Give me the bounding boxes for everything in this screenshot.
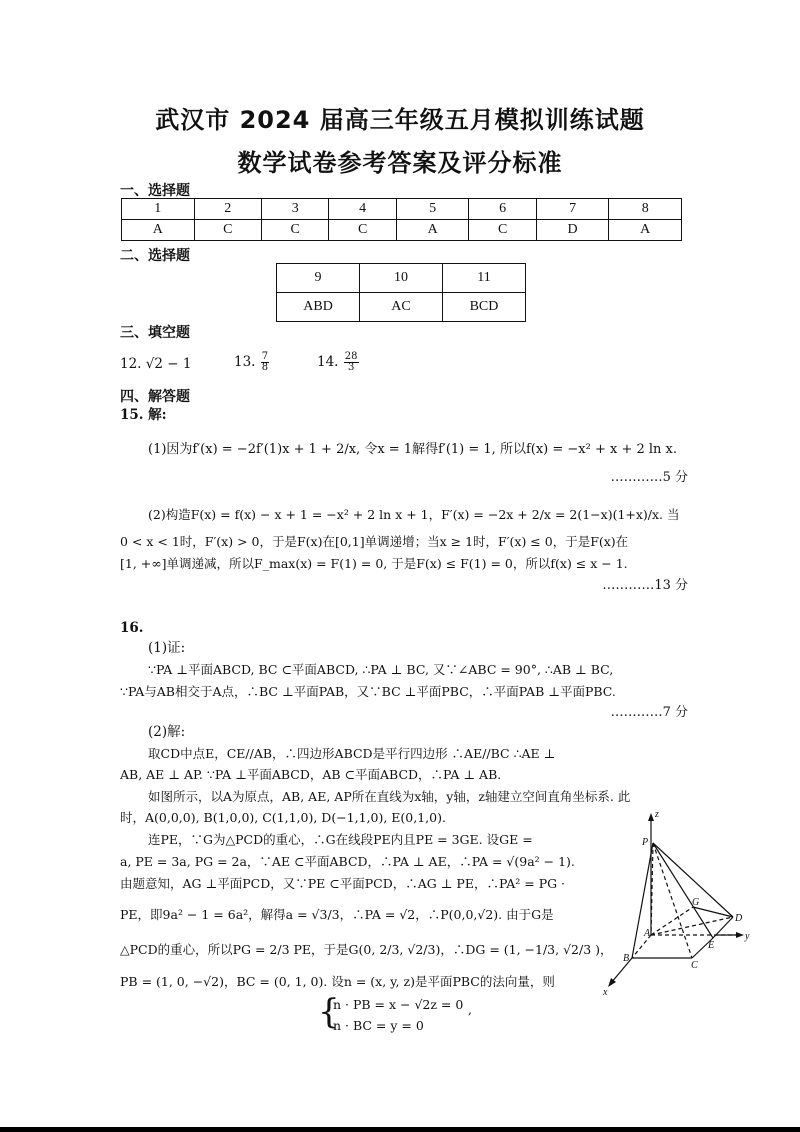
answer-cell: BCD <box>442 293 525 322</box>
fraction: $\frac{28}{3}$ <box>344 351 358 373</box>
q15-part2-score: …………13 分 <box>602 578 688 593</box>
q16-part2-line: a, PE = 3a, PG = 2a，∵AE ⊂平面ABCD，∴PA ⊥ AE，∴PA = √(9a² − 1). <box>120 854 575 869</box>
q16-part1-label: (1)证: <box>148 640 186 656</box>
page-bottom-border <box>0 1127 800 1132</box>
figure-label: B <box>623 953 630 964</box>
figure-label: D <box>735 913 743 924</box>
answer-value: √2 − 1 <box>145 356 192 372</box>
q16-part2-label: (2)解: <box>148 724 186 740</box>
q15-part2-line2: 0 < x < 1时，F′(x) > 0，于是F(x)在[0,1]单调递增；当x ≥ 1时，F′(x) ≤ 0，于是F(x)在 <box>120 534 629 549</box>
figure-label: C <box>691 960 698 971</box>
q16-part2-line: PB = (1, 0, −√2)，BC = (0, 1, 0). 设n = (x, y, z)是平面PBC的法向量，则 <box>120 974 555 989</box>
question-cell: 2 <box>194 199 261 220</box>
question-cell: 4 <box>329 199 396 220</box>
system-brace: { <box>318 992 340 1032</box>
q16-part2-line: AB, AE ⊥ AP. ∵PA ⊥平面ABCD，AB ⊂平面ABCD，∴PA ⊥ AB. <box>120 767 502 782</box>
answer-cell: AC <box>360 293 443 322</box>
q15-label: 15. 解: <box>120 407 167 423</box>
system-equation-2: n · BC = y = 0 <box>333 1018 424 1033</box>
question-number: 14. <box>317 354 339 370</box>
section1-heading: 一、选择题 <box>120 183 190 199</box>
fill-answer-12 <box>120 354 191 374</box>
document-title: 武汉市 2024 届高三年级五月模拟训练试题 <box>155 106 645 134</box>
answer-row <box>277 293 526 322</box>
system-comma: , <box>468 1002 472 1017</box>
figure-label: E <box>708 940 715 951</box>
section2-answer-table <box>276 263 526 322</box>
fill-answer-14 <box>317 352 360 373</box>
answer-cell: C <box>261 220 328 241</box>
question-cell: 3 <box>261 199 328 220</box>
question-cell: 9 <box>277 264 360 293</box>
q15-part2-line1: (2)构造F(x) = f(x) − x + 1 = −x² + 2 ln x + 1，F′(x) = −2x + 2/x = 2(1−x)(1+x)/x. 当 <box>148 507 680 522</box>
question-number: 12. <box>120 356 142 372</box>
question-cell: 10 <box>360 264 443 293</box>
question-cell: 7 <box>536 199 609 220</box>
answer-cell: A <box>609 220 682 241</box>
figure-label: z <box>655 809 659 820</box>
document-subtitle: 数学试卷参考答案及评分标准 <box>237 149 563 177</box>
q16-part2-line: 由题意知，AG ⊥平面PCD，又∵PE ⊂平面PCD，∴AG ⊥ PE，∴PA² = PG · <box>120 876 566 891</box>
answer-cell: C <box>329 220 396 241</box>
q16-label: 16. <box>120 620 144 636</box>
figure-label: P <box>642 837 649 848</box>
q15-part1: (1)因为f′(x) = −2f′(1)x + 1 + 2/x, 令x = 1解得f′(1) = 1, 所以f(x) = −x² + x + 2 ln x. <box>148 442 678 457</box>
question-number-row <box>277 264 526 293</box>
q16-part2-line: △PCD的重心，所以PG = 2/3 PE，于是G(0, 2/3, √2/3)，∴DG = (1, −1/3, √2/3 )， <box>120 942 613 957</box>
section2-heading: 二、选择题 <box>120 248 190 264</box>
answer-row <box>122 220 682 241</box>
question-cell: 8 <box>609 199 682 220</box>
question-cell: 1 <box>122 199 195 220</box>
z-axis-arrow-icon <box>648 813 654 821</box>
q16-part1-line1: ∵PA ⊥平面ABCD, BC ⊂平面ABCD, ∴PA ⊥ BC, 又∵∠ABC = 90°, ∴AB ⊥ BC, <box>148 662 614 677</box>
system-equation-1: n · PB = x − √2z = 0 <box>333 997 464 1012</box>
question-number-row <box>122 199 682 220</box>
section1-answer-table <box>121 198 682 241</box>
q15-part2-line3: [1, +∞]单调递减，所以F_max(x) = F(1) = 0, 于是F(x) ≤ F(1) = 0，所以f(x) ≤ x − 1. <box>120 556 628 571</box>
q16-part2-line: 如图所示，以A为原点，AB, AE, AP所在直线为x轴，y轴，z轴建立空间直角坐标系. 此 <box>148 789 631 804</box>
q16-part2-line: 时，A(0,0,0), B(1,0,0), C(1,1,0), D(−1,1,0), E(0,1,0). <box>120 810 446 825</box>
figure-label: x <box>603 987 608 998</box>
section3-heading: 三、填空题 <box>120 325 190 341</box>
q16-part2-line: 连PE，∵G为△PCD的重心，∴G在线段PE内且PE = 3GE. 设GE = <box>148 832 533 847</box>
figure-label: A <box>644 928 651 939</box>
q16-part1-score: …………7 分 <box>610 705 688 720</box>
question-cell: 6 <box>469 199 536 220</box>
question-cell: 11 <box>442 264 525 293</box>
fraction: $\frac{7}{8}$ <box>261 351 269 373</box>
q16-part2-line: 取CD中点E，CE//AB，∴四边形ABCD是平行四边形 ∴AE//BC ∴AE ⊥ <box>148 746 556 761</box>
figure-label: y <box>745 931 750 942</box>
answer-cell: ABD <box>277 293 360 322</box>
answer-cell: D <box>536 220 609 241</box>
question-number: 13. <box>234 354 256 370</box>
answer-cell: C <box>194 220 261 241</box>
q15-part1-score: …………5 分 <box>610 470 688 485</box>
pyramid-figure <box>595 805 770 1000</box>
q16-part1-line2: ∵PA与AB相交于A点，∴BC ⊥平面PAB，又∵BC ⊥平面PBC，∴平面PAB ⊥平面PBC. <box>120 684 616 699</box>
section4-heading: 四、解答题 <box>120 389 190 405</box>
figure-label: G <box>692 897 700 908</box>
question-cell: 5 <box>396 199 469 220</box>
answer-cell: A <box>396 220 469 241</box>
answer-cell: A <box>122 220 195 241</box>
y-axis-arrow-icon <box>736 932 744 938</box>
q16-part2-line: PE，即9a² − 1 = 6a²，解得a = √3/3，∴PA = √2，∴P(0,0,√2). 由于G是 <box>120 907 554 922</box>
answer-cell: C <box>469 220 536 241</box>
fill-answer-13 <box>234 352 270 373</box>
